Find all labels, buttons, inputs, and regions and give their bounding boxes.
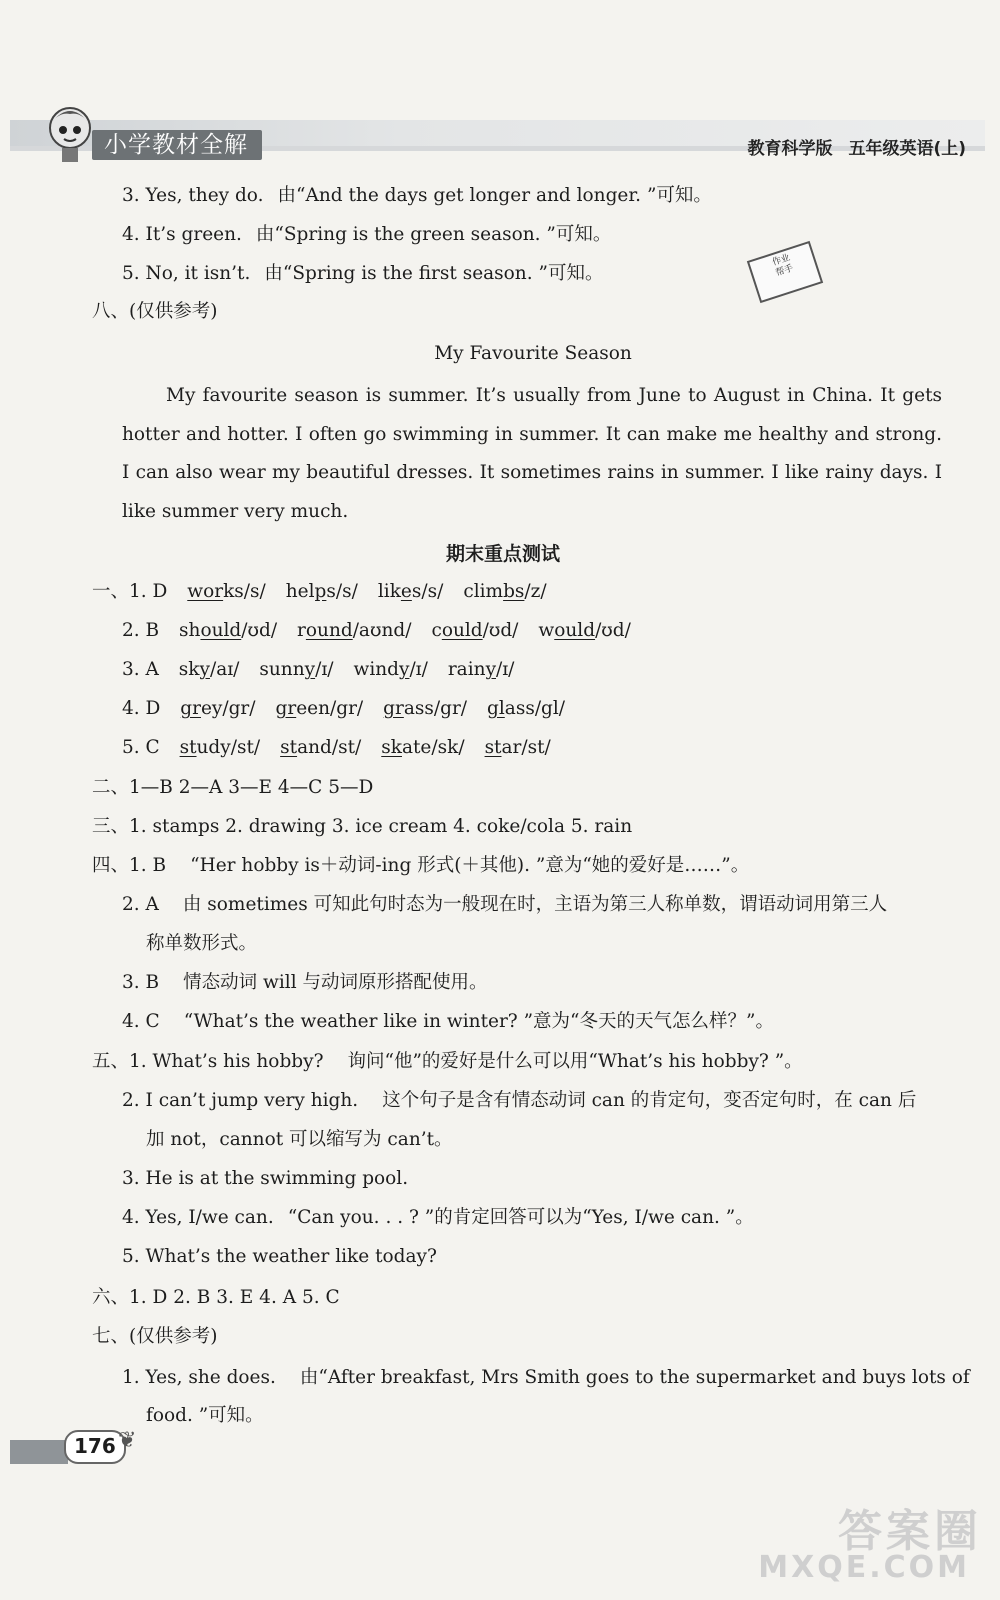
answer-line xyxy=(122,222,611,248)
q5-row-2-cont: 加 not，cannot 可以缩写为 can’t。 xyxy=(146,1129,453,1150)
q-num: 3. B xyxy=(122,972,160,993)
q5-row-5: 5. What’s the weather like today? xyxy=(122,1246,437,1267)
edition-label: 教育科学版 五年级英语(上) xyxy=(747,139,966,159)
answer: 4. Yes, I/we can. xyxy=(122,1207,274,1228)
watermark-logo: 答案圈 xyxy=(838,1506,982,1557)
q5-row-4 xyxy=(122,1205,754,1231)
section-heading: 八、(仅供参考) xyxy=(92,301,218,322)
q-num: 4. D xyxy=(122,698,161,719)
phonics-word: sunny/ɪ/ xyxy=(259,659,334,680)
page-number: 176 xyxy=(64,1430,126,1464)
explanation: 这个句子是含有情态动词 can 的肯定句，变否定句时，在 can 后 xyxy=(382,1090,917,1111)
phonics-word: would/ʊd/ xyxy=(538,620,631,641)
answer: 2. I can’t jump very high. xyxy=(122,1090,359,1111)
footer-bar xyxy=(10,1440,68,1464)
answer-line xyxy=(122,261,603,287)
q1-row-5 xyxy=(122,735,571,761)
essay-body xyxy=(122,377,942,531)
q-num: 4. C xyxy=(122,1011,160,1032)
phonics-word: stand/st/ xyxy=(280,737,362,758)
q4-row-2 xyxy=(122,892,887,918)
phonics-word: rainy/ɪ/ xyxy=(447,659,515,680)
phonics-word: works/s/ xyxy=(187,581,266,602)
answer: 1. Yes, she does. xyxy=(122,1367,276,1388)
phonics-word: helps/s/ xyxy=(285,581,358,602)
answer: 4. It’s green. xyxy=(122,224,242,245)
answer-line xyxy=(122,183,712,209)
q7-row-1-cont: food. ”可知。 xyxy=(146,1405,264,1426)
q4-row-3 xyxy=(122,970,488,996)
phonics-word: should/ʊd/ xyxy=(179,620,278,641)
watermark-url: MXQE.COM xyxy=(758,1550,970,1585)
phonics-word: skate/sk/ xyxy=(381,737,465,758)
answer: 五、1. What’s his hobby? xyxy=(92,1051,324,1072)
q7-row-1 xyxy=(122,1365,970,1391)
phonics-word: grey/gr/ xyxy=(180,698,256,719)
explanation: 由“Spring is the green season. ”可知。 xyxy=(255,224,612,245)
phonics-word: round/aʊnd/ xyxy=(297,620,412,641)
homework-stamp xyxy=(747,241,823,303)
explanation: 询问“他”的爱好是什么可以用“What’s his hobby? ”。 xyxy=(347,1051,803,1072)
q4-row-2-cont: 称单数形式。 xyxy=(146,933,258,954)
phonics-word: likes/s/ xyxy=(377,581,444,602)
q4-row-4 xyxy=(122,1009,774,1035)
q-num: 2. A xyxy=(122,894,159,915)
q-num: 5. C xyxy=(122,737,160,758)
phonics-word: star/st/ xyxy=(484,737,551,758)
brand-title: 小学教材全解 xyxy=(92,130,262,160)
essay-text: My favourite season is summer. It’s usually from June to August in China. It gets hotter and hotter. I often go swimming in summer. It can make me healthy and strong. I can also wear my beautiful dresses. It sometimes rains in summer. I like rainy days. I like summer very much. xyxy=(122,385,942,522)
q5-row-2 xyxy=(122,1088,916,1114)
page-number-footer xyxy=(10,1428,137,1464)
explanation: 情态动词 will 与动词原形搭配使用。 xyxy=(183,972,488,993)
q5-row-1 xyxy=(92,1049,803,1075)
leaf-icon: ❦ xyxy=(118,1428,137,1453)
q6-answers: 六、1. D 2. B 3. E 4. A 5. C xyxy=(92,1287,340,1308)
q2-answers: 二、1—B 2—A 3—E 4—C 5—D xyxy=(92,777,374,798)
q-num: 一、1. D xyxy=(92,581,168,602)
test-title: 期末重点测试 xyxy=(446,543,561,565)
q4-row-1 xyxy=(92,853,749,879)
explanation: “Can you. . . ? ”的肯定回答可以为“Yes, I/we can. ”。 xyxy=(287,1207,754,1228)
q1-row-2 xyxy=(122,618,651,644)
q1-row-1 xyxy=(92,579,567,605)
phonics-word: could/ʊd/ xyxy=(431,620,519,641)
explanation: 由“After breakfast, Mrs Smith goes to the supermarket and buys lots of xyxy=(299,1367,970,1388)
essay-title: My Favourite Season xyxy=(434,343,632,364)
q-num: 2. B xyxy=(122,620,160,641)
stamp-line-1: 作业 xyxy=(771,253,792,269)
page-header xyxy=(0,100,1000,162)
answer: 3. Yes, they do. xyxy=(122,185,264,206)
explanation: 由“And the days get longer and longer. ”可知。 xyxy=(277,185,712,206)
explanation: “What’s the weather like in winter? ”意为“冬天的天气怎么样？”。 xyxy=(183,1011,774,1032)
explanation: 由“Spring is the first season. ”可知。 xyxy=(264,263,604,284)
q-num: 3. A xyxy=(122,659,159,680)
stamp-line-2: 帮手 xyxy=(774,263,795,279)
answer: 5. No, it isn’t. xyxy=(122,263,251,284)
phonics-word: windy/ɪ/ xyxy=(353,659,428,680)
explanation: 由 sometimes 可知此句时态为一般现在时，主语为第三人称单数，谓语动词用第三人 xyxy=(182,894,888,915)
phonics-word: study/st/ xyxy=(179,737,261,758)
phonics-word: glass/gl/ xyxy=(487,698,566,719)
phonics-word: climbs/z/ xyxy=(463,581,547,602)
phonics-word: green/gr/ xyxy=(275,698,364,719)
phonics-word: grass/gr/ xyxy=(383,698,468,719)
phonics-word: sky/aɪ/ xyxy=(178,659,240,680)
explanation: “Her hobby is＋动词-ing 形式(＋其他). ”意为“她的爱好是……”。 xyxy=(190,855,750,876)
q1-row-3 xyxy=(122,657,534,683)
q3-answers: 三、1. stamps 2. drawing 3. ice cream 4. coke/cola 5. rain xyxy=(92,816,633,837)
q5-row-3: 3. He is at the swimming pool. xyxy=(122,1168,409,1189)
q1-row-4 xyxy=(122,696,585,722)
q7-heading: 七、(仅供参考) xyxy=(92,1326,218,1347)
q-num: 四、1. B xyxy=(92,855,167,876)
